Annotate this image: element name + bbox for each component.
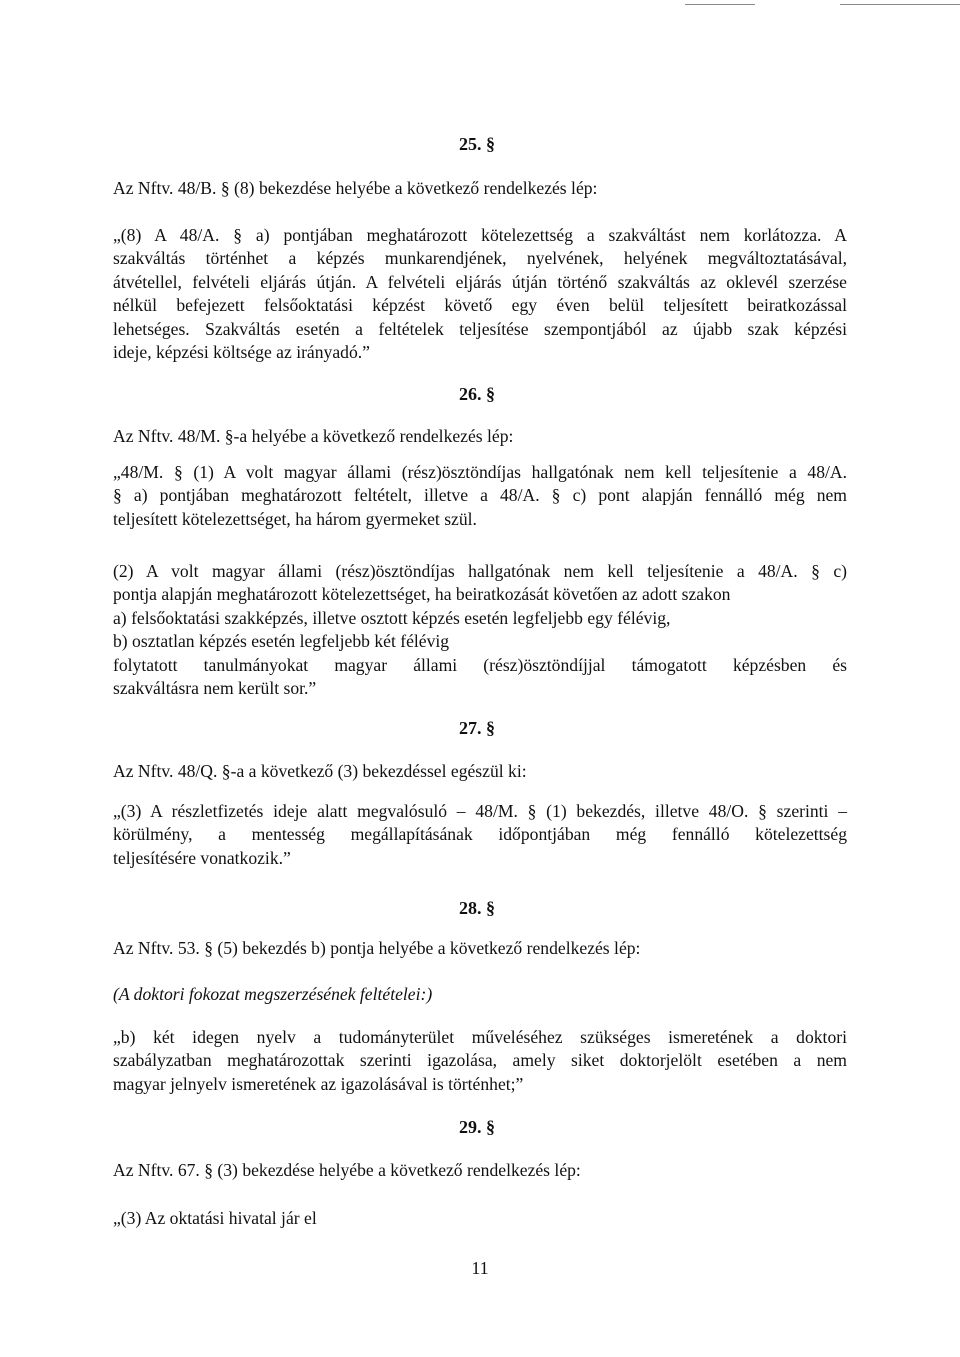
quoted-provision: „b) két idegen nyelv a tudományterület műveléséhez szükséges ismeretének a doktori szabályzatban meghatározottak szerinti igazolása, amely siket doktorjelölt esetében a nem magyar jelnyelv ismeretének az igazolásával is történhet;” xyxy=(113,1027,847,1094)
section-heading: 26. § xyxy=(459,384,495,404)
quoted-provision: „(3) Az oktatási hivatal jár el xyxy=(113,1208,317,1228)
section-intro: Az Nftv. 48/Q. §-a a következő (3) bekezdéssel egészül ki: xyxy=(113,761,527,781)
section-intro: Az Nftv. 48/M. §-a helyébe a következő rendelkezés lép: xyxy=(113,426,514,446)
scan-edge-line xyxy=(685,4,755,5)
section-heading: 28. § xyxy=(459,898,495,918)
page-number: 11 xyxy=(471,1258,489,1278)
section-intro: Az Nftv. 53. § (5) bekezdés b) pontja helyébe a következő rendelkezés lép: xyxy=(113,938,641,958)
section-heading: 25. § xyxy=(459,134,495,154)
section-intro: Az Nftv. 48/B. § (8) bekezdése helyébe a következő rendelkezés lép: xyxy=(113,178,598,198)
section-heading: 27. § xyxy=(459,718,495,738)
quoted-provision: „(3) A részletfizetés ideje alatt megvalósuló – 48/M. § (1) bekezdés, illetve 48/O. § szerinti – körülmény, a mentesség megállapításának időpontjában még fennálló kötelezettség teljesítésére vonatkozik.” xyxy=(113,801,847,868)
section-intro: Az Nftv. 67. § (3) bekezdése helyébe a következő rendelkezés lép: xyxy=(113,1160,581,1180)
section-heading: 29. § xyxy=(459,1117,495,1137)
provision-context: (A doktori fokozat megszerzésének feltételei:) xyxy=(113,984,433,1004)
quoted-provision: (2) A volt magyar állami (rész)ösztöndíjas hallgatónak nem kell teljesítenie a 48/A. § c) pontja alapján meghatározott kötelezettséget, ha beiratkozását követően az adott szakon a) felsőoktatási szakképzés, illetve osztott képzés esetén legfeljebb egy félévig, b) osztatlan képzés esetén legfeljebb két félévig folytatott tanulmányokat magyar állami (rész)ösztöndíjjal támogatott képzésben és szakváltásra nem került sor.” xyxy=(113,561,847,699)
quoted-provision: „(8) A 48/A. § a) pontjában meghatározott kötelezettség a szakváltást nem korlátozza. A szakváltás történhet a képzés munkarendjének, nyelvének, helyének megváltoztatásával, átvétellel, felvételi eljárás útján. A felvételi eljárás útján történő szakváltás az oklevél szerzése nélkül befejezett felsőoktatási képzést követő egy éven belül teljesített beiratkozással lehetséges. Szakváltás esetén a feltételek teljesítése szempontjából az újabb szak képzési ideje, képzési költsége az irányadó.” xyxy=(113,225,847,363)
quoted-provision: „48/M. § (1) A volt magyar állami (rész)ösztöndíjas hallgatónak nem kell teljesítenie a 48/A. § a) pontjában meghatározott feltételt, illetve a 48/A. § c) pont alapján fennálló még nem teljesített kötelezettséget, ha három gyermeket szül. xyxy=(113,462,847,529)
scan-edge-line xyxy=(840,4,960,5)
